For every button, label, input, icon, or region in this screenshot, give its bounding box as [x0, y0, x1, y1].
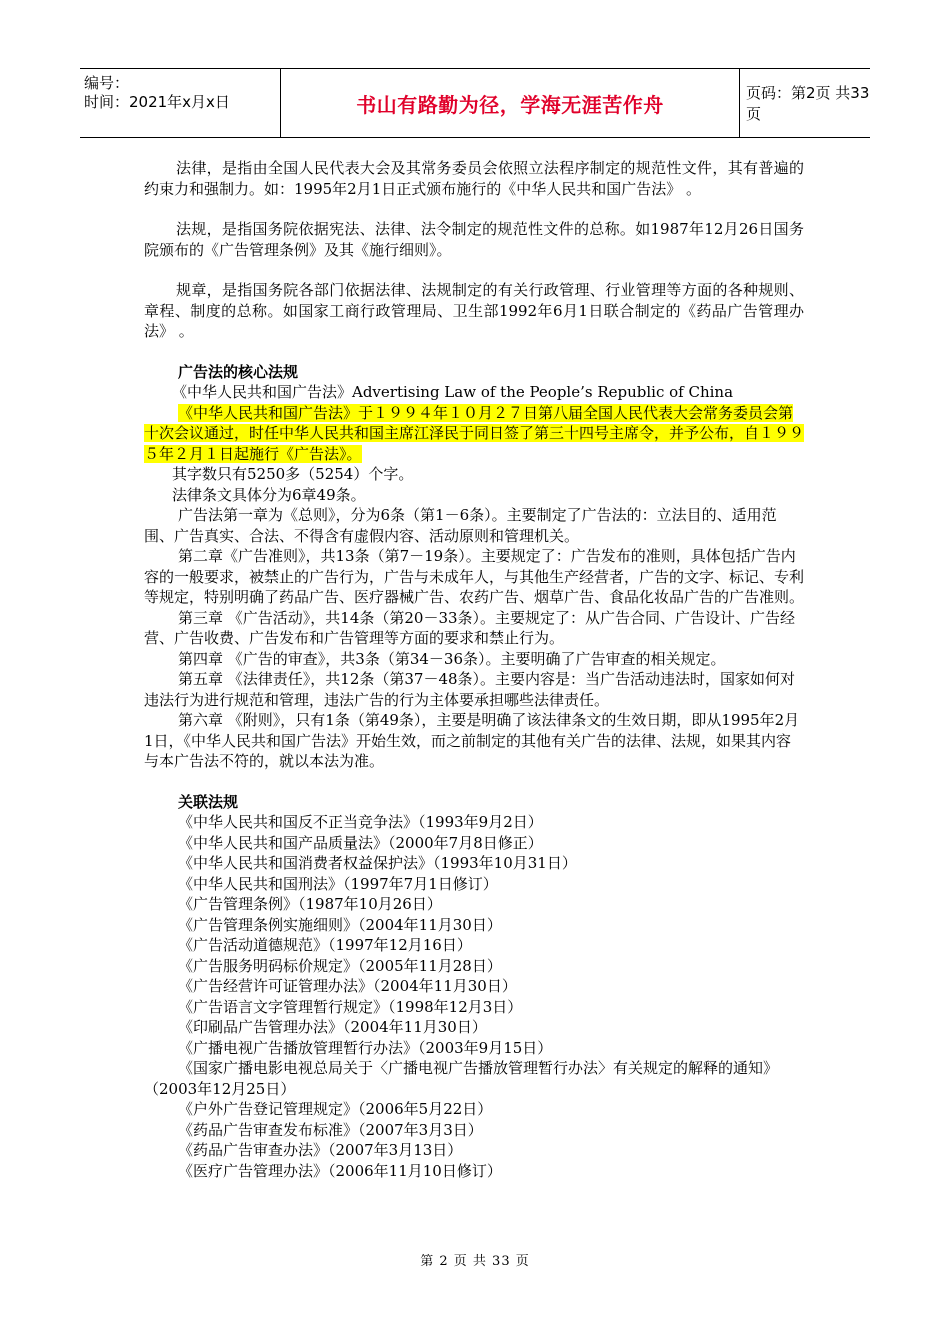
related-law-item: 《户外广告登记管理规定》（2006年5月22日） — [178, 1100, 493, 1118]
core-title-line: 《中华人民共和国广告法》Advertising Law of the People’s Republic of China — [172, 383, 734, 401]
related-law-item: 《广告经营许可证管理办法》（2004年11月30日） — [178, 977, 517, 995]
related-law-item: 《广告服务明码标价规定》（2005年11月28日） — [178, 956, 502, 975]
related-law-item: 《中华人民共和国反不正当竞争法》（1993年9月2日） — [178, 813, 543, 831]
paragraph-law: 法律，是指由全国人民代表大会及其常务委员会依照立法程序制定的规范性文件，其有普遍的约束力和强制力。如：1995年2月1日正式颁布施行的《中华人民共和国广告法》 。 — [144, 159, 804, 198]
motto-text: 书山有路勤为径，学海无涯苦作舟 — [356, 92, 664, 117]
chapter-2: 第二章《广告准则》，共13条（第7－19条）。主要规定了：广告发布的准则，具体包括广告内容的一般要求，被禁止的广告行为，广告与未成年人，与其他生产经营者，广告的文字、标记、专利等规定，特别明确了药品广告、医疗器械广告、农药广告、烟草广告、食品化妆品广告的广告准则。 — [144, 547, 805, 606]
related-law-item: 《广播电视广告播放管理暂行办法》（2003年9月15日） — [178, 1038, 553, 1057]
related-law-item: 《中华人民共和国刑法》（1997年7月1日修订） — [178, 874, 498, 893]
chapter-1: 广告法第一章为《总则》，分为6条（第1－6条）。主要制定了广告法的：立法目的、适用范围、广告真实、合法、不得含有虚假内容、活动原则和管理机关。 — [144, 506, 777, 545]
highlighted-text: 《中华人民共和国广告法》于１９９４年１０月２７日第八届全国人民代表大会常务委员会第十次会议通过，时任中华人民共和国主席江泽民于同日签了第三十四号主席令，并予公布，自１９９５年２月１日起施行《广告法》。 — [144, 403, 805, 463]
chapter-5: 第五章 《法律责任》，共12条（第37－48条）。主要内容是：当广告活动违法时，国家如何对违法行为进行规范和管理，违法广告的行为主体要承担哪些法律责任。 — [144, 670, 796, 709]
related-law-item: 《药品广告审查办法》（2007年3月13日） — [178, 1141, 463, 1159]
related-law-item: 《医疗广告管理办法》（2006年11月10日修订） — [178, 1161, 502, 1180]
header-meta — [80, 69, 280, 137]
paragraph-rules: 规章，是指国务院各部门依据法律、法规制定的有关行政管理、行业管理等方面的各种规则、章程、制度的总称。如国家工商行政管理局、卫生部1992年6月1日联合制定的《药品广告管理办法》 。 — [144, 281, 804, 340]
related-law-item: 《中华人民共和国消费者权益保护法》（1993年10月31日） — [178, 854, 577, 872]
related-law-item: 《广告语言文字管理暂行规定》（1998年12月3日） — [178, 997, 523, 1016]
related-list — [144, 812, 804, 1181]
core-chapters: 法律条文具体分为6章49条。 — [172, 485, 366, 504]
core-heading: 广告法的核心法规 — [178, 362, 299, 381]
time-label: 时间：2021年x月x日 — [84, 93, 230, 111]
core-highlight-paragraph — [144, 403, 804, 465]
document-body — [144, 158, 804, 1181]
core-word-count: 其字数只有5250多（5254）个字。 — [172, 465, 414, 483]
header-motto — [280, 69, 740, 137]
paragraph-regulation: 法规，是指国务院依据宪法、法律、法令制定的规范性文件的总称。如1987年12月26日国务院颁布的《广告管理条例》及其《施行细则》。 — [144, 220, 804, 259]
related-law-item: 《广告管理条例实施细则》（2004年11月30日） — [178, 915, 502, 934]
related-heading: 关联法规 — [178, 792, 239, 811]
related-law-item: 《广告管理条例》（1987年10月26日） — [178, 895, 442, 913]
number-label: 编号： — [84, 74, 130, 92]
related-law-item: 《国家广播电影电视总局关于〈广播电视广告播放管理暂行办法〉有关规定的解释的通知》（2003年12月25日） — [144, 1059, 779, 1098]
related-law-item: 《广告活动道德规范》（1997年12月16日） — [178, 936, 472, 954]
page-header — [80, 68, 870, 138]
chapter-6: 第六章 《附则》，只有1条（第49条），主要是明确了该法律条文的生效日期，即从1995年2月1日，《中华人民共和国广告法》开始生效，而之前制定的其他有关广告的法律、法规，如果其内容与本广告法不符的，就以本法为准。 — [144, 711, 800, 770]
header-page-label: 页码：第2页 共33页 — [746, 84, 870, 123]
chapter-3: 第三章 《广告活动》，共14条（第20－33条）。主要规定了：从广告合同、广告设计、广告经营、广告收费、广告发布和广告管理等方面的要求和禁止行为。 — [144, 608, 796, 647]
page-footer: 第 2 页 共 33 页 — [420, 1254, 530, 1269]
related-law-item: 《药品广告审查发布标准》（2007年3月3日） — [178, 1120, 483, 1139]
related-law-item: 《中华人民共和国产品质量法》（2000年7月8日修正） — [178, 833, 543, 852]
chapter-4: 第四章 《广告的审查》，共3条（第34－36条）。主要明确了广告审查的相关规定。 — [178, 649, 726, 668]
related-law-item: 《印刷品广告管理办法》（2004年11月30日） — [178, 1018, 487, 1036]
